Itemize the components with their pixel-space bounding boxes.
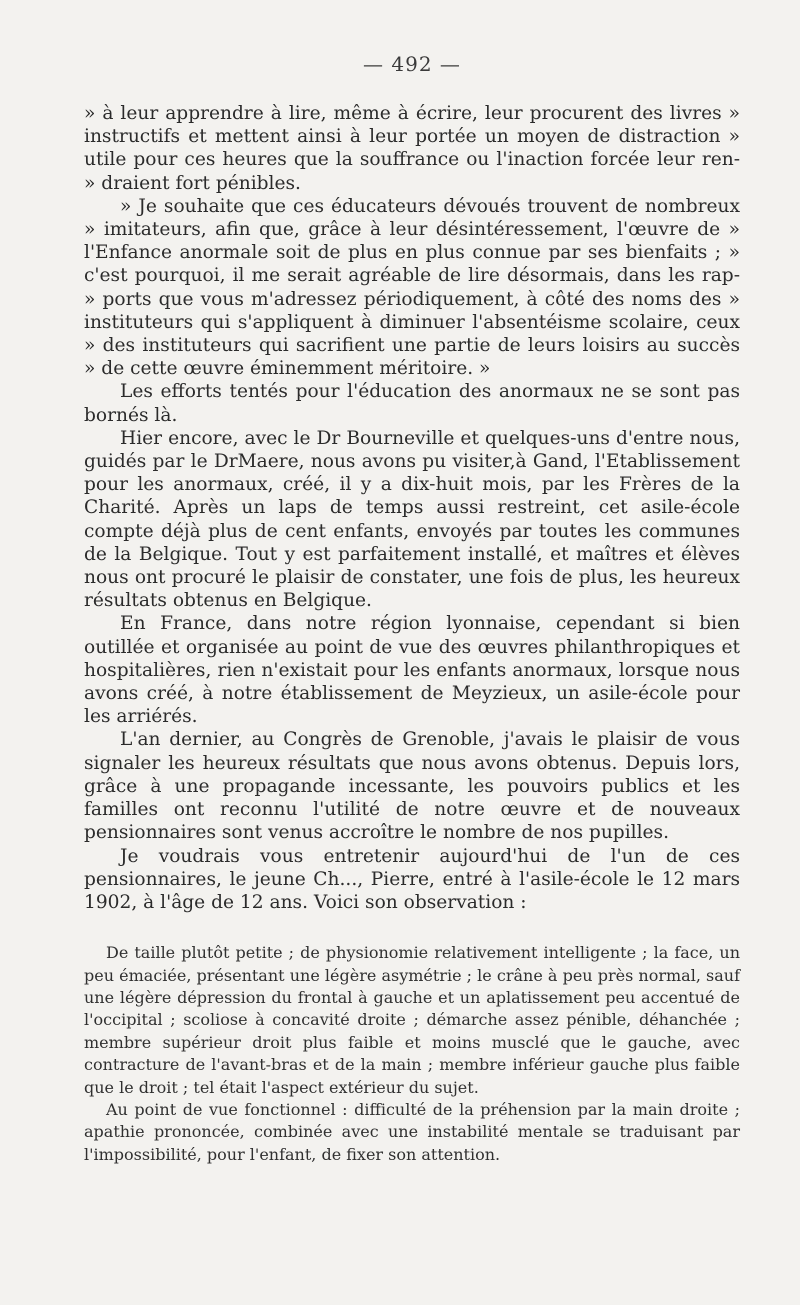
observation-text bbox=[84, 942, 740, 1166]
quote-paragraph-2: » Je souhaite que ces éducateurs dévoués trouvent de nombreux » imitateurs, afin que, grâce à leur désintéressement, l'œuvre de » l'Enfance anormale soit de plus en plus connue par ses bienfaits ; » c'est pourquoi, il me serait agréable de lire désormais, dans les rap- » ports que vous m'adressez périodiquement, à côté des noms des » instituteurs qui s'appliquent à diminuer l'absentéisme scolaire, ceux » des instituteurs qui sacrifient une partie de leurs loisirs au succès » de cette œuvre éminemment méritoire. » bbox=[84, 195, 740, 380]
paragraph-efforts: Les efforts tentés pour l'éducation des anormaux ne se sont pas bornés là. bbox=[84, 381, 740, 426]
paragraph-pensionnaire: Je voudrais vous entretenir aujourd'hui de l'un de ces pensionnaires, le jeune Ch..., Pierre, entré à l'asile-école le 12 mars 1902, à l'âge de 12 ans. Voici son observation : bbox=[84, 845, 740, 913]
main-text bbox=[84, 102, 740, 914]
page-number: — 492 — bbox=[363, 52, 461, 76]
paragraph-grenoble: L'an dernier, au Congrès de Grenoble, j'avais le plaisir de vous signaler les heureux résultats que nous avons obtenus. Depuis lors, grâce à une propagande incessante, les pouvoirs publics et les familles ont reconnu l'utilité de notre œuvre et de nouveaux pensionnaires sont venus accroître le nombre de nos pupilles. bbox=[84, 729, 740, 844]
paragraph-gand-visit: Hier encore, avec le Dr Bourneville et quelques-uns d'entre nous, guidés par le DrMaere, nous avons pu visiter,à Gand, l'Etablissement pour les anormaux, créé, il y a dix-huit mois, par les Frères de la Charité. Après un laps de temps aussi restreint, cet asile-école compte déjà plus de cent enfants, envoyés par toutes les communes de la Belgique. Tout y est parfaitement installé, et maîtres et élèves nous ont procuré le plaisir de constater, une fois de plus, les heureux résultats obtenus en Belgique. bbox=[84, 427, 740, 612]
document-page bbox=[84, 52, 740, 1166]
paragraph-france: En France, dans notre région lyonnaise, cependant si bien outillée et organisée au point de vue des œuvres philanthropiques et hospitalières, rien n'existait pour les enfants anormaux, lorsque nous avons créé, à notre établissement de Meyzieux, un asile-école pour les arriérés. bbox=[84, 613, 740, 728]
observation-paragraph-1: De taille plutôt petite ; de physionomie relativement intelligente ; la face, un peu émaciée, présentant une légère asymétrie ; le crâne à peu près normal, sauf une légère dépression du frontal à gauche et un aplatissement peu accentué de l'occipital ; scoliose à concavité droite ; démarche assez pénible, déhanchée ; membre supérieur droit plus faible et moins musclé que le gauche, avec contracture de l'avant-bras et de la main ; membre inférieur gauche plus faible que le droit ; tel était l'aspect extérieur du sujet. bbox=[84, 943, 740, 1097]
observation-paragraph-2: Au point de vue fonctionnel : difficulté de la préhension par la main droite ; apathie prononcée, combinée avec une instabilité mentale se traduisant par l'impossibilité, pour l'enfant, de fixer son attention. bbox=[84, 1099, 740, 1164]
quote-paragraph-1: » à leur apprendre à lire, même à écrire, leur procurent des livres » instructifs et mettent ainsi à leur portée un moyen de distraction » utile pour ces heures que la souffrance ou l'inaction forcée leur ren- » draient fort pénibles. bbox=[84, 103, 740, 194]
